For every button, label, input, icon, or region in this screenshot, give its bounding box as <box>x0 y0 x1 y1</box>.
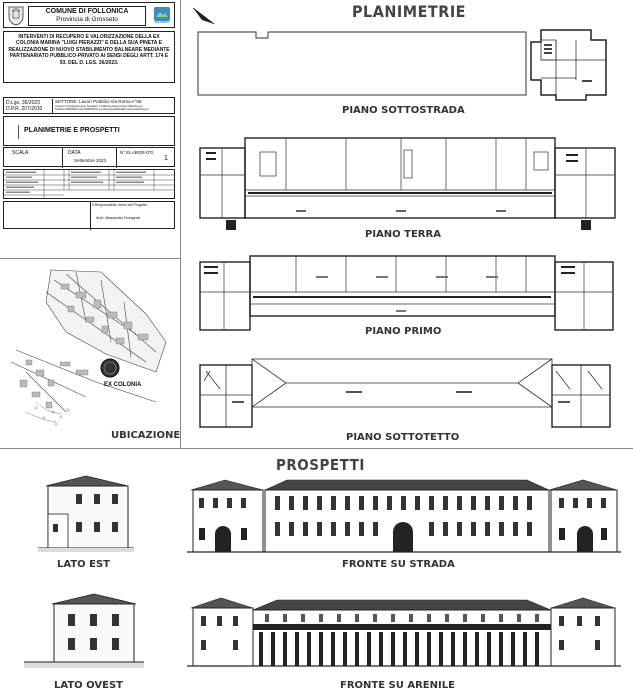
drawing-title-box <box>3 116 175 146</box>
plan-label-sottotetto: PIANO SOTTOTETTO <box>346 432 460 443</box>
signature-table <box>3 169 175 199</box>
comune-name: COMUNE DI FOLLONICA <box>45 8 129 15</box>
signature-grid <box>4 170 174 198</box>
drawing-title: PLANIMETRIE E PROSPETTI <box>24 127 120 134</box>
plan-primo-drawing <box>196 252 621 332</box>
meta-row <box>3 147 175 167</box>
elevation-lato-ovest <box>24 590 144 670</box>
plan-label-terra: PIANO TERRA <box>365 229 441 240</box>
settore-detail: Comune di Follonica Largo Cavallotti, 1 Follonica www.comune.follonica.gr.it <box>55 104 143 108</box>
prospetti-title: PROSPETTI <box>276 456 365 474</box>
elevation-lato-est <box>36 472 136 554</box>
plan-sottotetto-drawing <box>196 345 621 435</box>
elevation-fronte-strada <box>187 472 621 556</box>
title-header <box>3 2 175 28</box>
elaborato-label: N° ELABORATO <box>120 150 154 155</box>
responsabile-box <box>3 201 175 229</box>
logo-badge <box>154 7 170 25</box>
drawing-code <box>8 125 19 139</box>
dpr-ref: D.P.R. 207/2010 <box>6 106 43 112</box>
ubicazione-map <box>6 262 178 437</box>
reference-box <box>3 97 175 114</box>
project-description-box <box>3 31 175 83</box>
ubicazione-site-label: EX COLONIA <box>104 382 142 388</box>
settore-detail-2: Telefono 0566/59111 Fax 0566/59113 e-mail lavoripubblici@comune.follonica.gr.it <box>55 107 149 111</box>
frame-horizontal-divider <box>0 448 633 449</box>
data-label: DATA <box>68 150 81 156</box>
elevation-fronte-arenile <box>187 592 621 670</box>
region-logo-icon <box>154 7 170 21</box>
elevation-label-lato-est: LATO EST <box>57 559 110 570</box>
elaborato-value: 1 <box>164 155 168 162</box>
plan-label-primo: PIANO PRIMO <box>365 326 442 337</box>
plan-label-sottostrada: PIANO SOTTOSTRADA <box>342 105 465 116</box>
provincia-name: Provincia di Grosseto <box>56 16 118 23</box>
frame-title-divider <box>0 258 180 259</box>
architect-name: Arch. Alessandro Ronsgnoli <box>96 216 141 220</box>
elevation-label-lato-ovest: LATO OVEST <box>54 680 123 691</box>
plan-sottostrada-drawing <box>196 20 621 105</box>
plan-terra-drawing <box>196 130 621 235</box>
responsabile-label: Il Responsabile Unico del Progetto <box>92 203 148 207</box>
ubicazione-title: UBICAZIONE <box>111 430 181 441</box>
logo-stamp-text: FOLLONICA <box>154 21 170 24</box>
title-block <box>3 2 175 254</box>
project-description: INTERVENTI DI RECUPERO E VALORIZZAZIONE DELLA EX COLONIA MARINA "LUIGI PIERAZZI" E DELLA SUA PINETA E REALIZZAZIONE DI NUOVO STABILIMENTO BALNEARE MEDIANTE PARTENARIATO PUBBLICO-PRIVATO AI SENSI DEGLI ARTT. 174 E 93. DEL D. LGS. 36/2023. <box>8 34 170 66</box>
elevation-label-fronte-arenile: FRONTE SU ARENILE <box>340 680 455 691</box>
data-value: Settembre 2023 <box>74 158 107 163</box>
frame-vertical-divider <box>180 0 181 448</box>
planimetrie-title: PLANIMETRIE <box>352 2 467 21</box>
site-map <box>6 262 178 437</box>
municipal-crest-icon <box>8 6 24 26</box>
dlgs-ref: D.Lgs. 36/2023 <box>6 100 40 106</box>
elevation-label-fronte-strada: FRONTE SU STRADA <box>342 559 455 570</box>
scala-label: SCALA <box>12 150 29 156</box>
settore-label: SETTORE: Lavori Pubblici-Via Roma n°56 <box>55 99 142 104</box>
